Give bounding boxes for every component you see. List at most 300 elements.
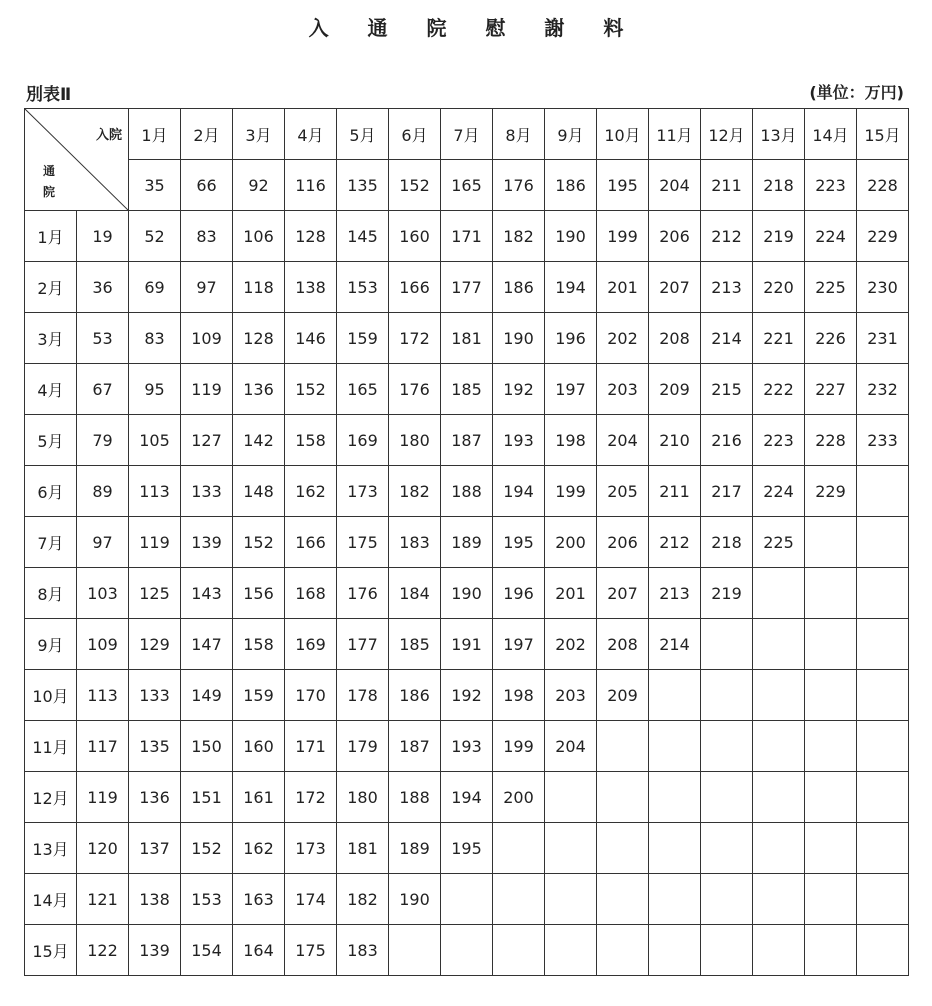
table-cell: 173 (285, 823, 337, 874)
table-cell (753, 721, 805, 772)
table-cell: 177 (441, 262, 493, 313)
table-cell: 195 (493, 517, 545, 568)
table-row (25, 415, 909, 466)
table-cell: 133 (129, 670, 181, 721)
table-cell: 158 (233, 619, 285, 670)
table-cell: 119 (129, 517, 181, 568)
table-cell: 196 (545, 313, 597, 364)
inpatient-month-header: 15月 (857, 109, 909, 160)
table-cell (753, 772, 805, 823)
table-cell: 159 (233, 670, 285, 721)
table-row (25, 364, 909, 415)
table-cell: 197 (493, 619, 545, 670)
table-cell (649, 823, 701, 874)
inpatient-only-value: 176 (493, 160, 545, 211)
table-cell: 156 (233, 568, 285, 619)
table-row (25, 772, 909, 823)
table-cell (857, 721, 909, 772)
table-cell (805, 925, 857, 976)
inpatient-only-value: 223 (805, 160, 857, 211)
outpatient-only-value: 97 (77, 517, 129, 568)
table-cell: 229 (805, 466, 857, 517)
table-cell (493, 874, 545, 925)
table-row (25, 466, 909, 517)
table-cell: 212 (701, 211, 753, 262)
table-cell (857, 670, 909, 721)
inpatient-month-header: 6月 (389, 109, 441, 160)
outpatient-month-header: 13月 (25, 823, 77, 874)
table-cell: 171 (441, 211, 493, 262)
table-cell: 190 (545, 211, 597, 262)
table-cell (805, 874, 857, 925)
table-cell: 179 (337, 721, 389, 772)
table-cell (805, 517, 857, 568)
table-cell: 216 (701, 415, 753, 466)
table-cell: 142 (233, 415, 285, 466)
inpatient-only-value: 218 (753, 160, 805, 211)
table-cell (545, 772, 597, 823)
table-cell (597, 823, 649, 874)
table-cell: 168 (285, 568, 337, 619)
table-cell: 192 (441, 670, 493, 721)
table-cell: 177 (337, 619, 389, 670)
table-cell: 194 (441, 772, 493, 823)
table-cell (649, 721, 701, 772)
table-row (25, 925, 909, 976)
table-cell: 184 (389, 568, 441, 619)
outpatient-month-header: 7月 (25, 517, 77, 568)
table-cell: 211 (649, 466, 701, 517)
table-cell (701, 721, 753, 772)
table-cell (597, 772, 649, 823)
table-cell: 198 (545, 415, 597, 466)
table-cell: 227 (805, 364, 857, 415)
table-body (25, 109, 909, 976)
table-row (25, 874, 909, 925)
inpatient-only-value: 92 (233, 160, 285, 211)
table-cell: 139 (129, 925, 181, 976)
table-cell (857, 874, 909, 925)
table-cell: 206 (649, 211, 701, 262)
table-cell: 160 (233, 721, 285, 772)
table-cell: 212 (649, 517, 701, 568)
compensation-table (24, 108, 909, 976)
table-cell: 225 (753, 517, 805, 568)
table-cell: 129 (129, 619, 181, 670)
table-cell (805, 772, 857, 823)
outpatient-only-value: 120 (77, 823, 129, 874)
table-row (25, 721, 909, 772)
table-cell: 193 (441, 721, 493, 772)
table-cell: 171 (285, 721, 337, 772)
outpatient-only-value: 121 (77, 874, 129, 925)
table-cell: 198 (493, 670, 545, 721)
table-cell (857, 517, 909, 568)
outpatient-only-value: 119 (77, 772, 129, 823)
inpatient-month-header: 9月 (545, 109, 597, 160)
table-cell: 153 (181, 874, 233, 925)
table-cell: 204 (597, 415, 649, 466)
table-cell: 183 (337, 925, 389, 976)
table-cell: 146 (285, 313, 337, 364)
table-cell: 225 (805, 262, 857, 313)
table-cell: 202 (597, 313, 649, 364)
table-cell: 207 (649, 262, 701, 313)
table-cell (701, 670, 753, 721)
outpatient-only-value: 122 (77, 925, 129, 976)
table-cell: 215 (701, 364, 753, 415)
outpatient-month-header: 9月 (25, 619, 77, 670)
table-cell: 210 (649, 415, 701, 466)
table-cell: 200 (493, 772, 545, 823)
outpatient-axis-label (41, 161, 57, 203)
table-cell: 109 (181, 313, 233, 364)
outpatient-only-value: 36 (77, 262, 129, 313)
inpatient-month-header: 11月 (649, 109, 701, 160)
outpatient-month-header: 8月 (25, 568, 77, 619)
table-cell (597, 925, 649, 976)
inpatient-only-value: 66 (181, 160, 233, 211)
inpatient-month-header: 14月 (805, 109, 857, 160)
table-row (25, 262, 909, 313)
table-row (25, 517, 909, 568)
outpatient-only-value: 109 (77, 619, 129, 670)
table-cell: 232 (857, 364, 909, 415)
table-cell: 182 (389, 466, 441, 517)
table-row (25, 568, 909, 619)
table-cell: 219 (753, 211, 805, 262)
table-cell (649, 874, 701, 925)
table-cell: 187 (389, 721, 441, 772)
table-cell: 188 (389, 772, 441, 823)
table-cell: 220 (753, 262, 805, 313)
table-cell: 174 (285, 874, 337, 925)
table-cell: 230 (857, 262, 909, 313)
table-row (25, 619, 909, 670)
table-cell (701, 874, 753, 925)
table-cell (545, 823, 597, 874)
table-cell: 199 (597, 211, 649, 262)
table-cell: 209 (597, 670, 649, 721)
table-cell: 127 (181, 415, 233, 466)
table-cell (493, 823, 545, 874)
table-cell: 214 (649, 619, 701, 670)
table-cell: 196 (493, 568, 545, 619)
table-cell: 181 (441, 313, 493, 364)
table-cell: 149 (181, 670, 233, 721)
table-cell: 173 (337, 466, 389, 517)
table-cell: 186 (389, 670, 441, 721)
table-cell: 209 (649, 364, 701, 415)
inpatient-month-header: 12月 (701, 109, 753, 160)
table-cell (753, 568, 805, 619)
outpatient-month-header: 15月 (25, 925, 77, 976)
table-cell: 95 (129, 364, 181, 415)
table-cell: 195 (441, 823, 493, 874)
table-cell: 182 (337, 874, 389, 925)
inpatient-month-header: 13月 (753, 109, 805, 160)
table-cell (545, 925, 597, 976)
table-cell: 178 (337, 670, 389, 721)
table-cell: 200 (545, 517, 597, 568)
table-cell: 204 (545, 721, 597, 772)
table-cell: 163 (233, 874, 285, 925)
outpatient-only-value: 103 (77, 568, 129, 619)
table-cell: 164 (233, 925, 285, 976)
inpatient-only-value: 152 (389, 160, 441, 211)
table-cell: 218 (701, 517, 753, 568)
table-cell: 189 (441, 517, 493, 568)
table-cell: 189 (389, 823, 441, 874)
inpatient-axis-label: 入院 (95, 128, 122, 143)
unit-label: (単位：万円) (809, 83, 904, 102)
table-cell: 202 (545, 619, 597, 670)
outpatient-only-value: 79 (77, 415, 129, 466)
table-cell: 214 (701, 313, 753, 364)
table-cell: 159 (337, 313, 389, 364)
table-cell: 203 (597, 364, 649, 415)
table-cell: 83 (181, 211, 233, 262)
table-cell (753, 619, 805, 670)
inpatient-only-value: 228 (857, 160, 909, 211)
table-cell (753, 823, 805, 874)
table-cell (597, 721, 649, 772)
table-cell: 147 (181, 619, 233, 670)
table-cell: 191 (441, 619, 493, 670)
table-cell (649, 925, 701, 976)
table-cell: 154 (181, 925, 233, 976)
table-cell: 188 (441, 466, 493, 517)
table-cell: 228 (805, 415, 857, 466)
table-cell: 138 (129, 874, 181, 925)
outpatient-month-header: 14月 (25, 874, 77, 925)
table-cell (597, 874, 649, 925)
table-cell: 233 (857, 415, 909, 466)
table-cell (753, 925, 805, 976)
table-cell: 190 (493, 313, 545, 364)
table-cell: 190 (389, 874, 441, 925)
inpatient-month-header: 8月 (493, 109, 545, 160)
table-cell (805, 670, 857, 721)
table-cell: 97 (181, 262, 233, 313)
table-cell: 138 (285, 262, 337, 313)
table-cell (649, 670, 701, 721)
table-cell: 150 (181, 721, 233, 772)
outpatient-only-value: 89 (77, 466, 129, 517)
inpatient-month-header: 1月 (129, 109, 181, 160)
outpatient-month-header: 4月 (25, 364, 77, 415)
table-cell: 194 (493, 466, 545, 517)
table-cell: 199 (493, 721, 545, 772)
table-cell: 192 (493, 364, 545, 415)
table-cell (805, 823, 857, 874)
table-cell: 166 (389, 262, 441, 313)
inpatient-only-value: 195 (597, 160, 649, 211)
table-cell: 217 (701, 466, 753, 517)
table-cell: 162 (233, 823, 285, 874)
table-cell: 201 (545, 568, 597, 619)
table-cell: 197 (545, 364, 597, 415)
table-cell: 185 (389, 619, 441, 670)
table-cell: 161 (233, 772, 285, 823)
table-cell (701, 619, 753, 670)
outpatient-month-header: 10月 (25, 670, 77, 721)
table-cell: 136 (233, 364, 285, 415)
table-row (25, 823, 909, 874)
table-cell: 175 (337, 517, 389, 568)
inpatient-only-value: 135 (337, 160, 389, 211)
inpatient-only-value: 35 (129, 160, 181, 211)
table-cell: 151 (181, 772, 233, 823)
table-row (25, 313, 909, 364)
table-cell: 176 (389, 364, 441, 415)
table-cell: 143 (181, 568, 233, 619)
table-cell: 133 (181, 466, 233, 517)
page-title: 入 通 院 慰 謝 料 (308, 16, 640, 40)
inpatient-only-value: 165 (441, 160, 493, 211)
table-cell: 201 (597, 262, 649, 313)
table-cell: 223 (753, 415, 805, 466)
outpatient-only-value: 19 (77, 211, 129, 262)
table-cell: 69 (129, 262, 181, 313)
table-cell: 175 (285, 925, 337, 976)
table-cell (805, 619, 857, 670)
table-cell: 170 (285, 670, 337, 721)
table-cell (701, 772, 753, 823)
table-cell: 83 (129, 313, 181, 364)
table-cell: 213 (649, 568, 701, 619)
outpatient-month-header: 5月 (25, 415, 77, 466)
table-cell: 52 (129, 211, 181, 262)
table-cell (805, 721, 857, 772)
table-cell: 145 (337, 211, 389, 262)
table-cell: 226 (805, 313, 857, 364)
table-cell (805, 568, 857, 619)
table-cell: 193 (493, 415, 545, 466)
table-cell: 172 (285, 772, 337, 823)
table-cell: 224 (753, 466, 805, 517)
table-cell: 160 (389, 211, 441, 262)
table-cell: 207 (597, 568, 649, 619)
outpatient-only-value: 117 (77, 721, 129, 772)
table-cell: 208 (649, 313, 701, 364)
inpatient-only-value: 211 (701, 160, 753, 211)
table-cell: 172 (389, 313, 441, 364)
inpatient-month-header: 10月 (597, 109, 649, 160)
table-cell: 224 (805, 211, 857, 262)
table-cell (545, 874, 597, 925)
table-cell (493, 925, 545, 976)
outpatient-month-header: 12月 (25, 772, 77, 823)
table-cell: 219 (701, 568, 753, 619)
table-cell (753, 670, 805, 721)
table-cell (701, 925, 753, 976)
outpatient-month-header: 1月 (25, 211, 77, 262)
table-cell: 206 (597, 517, 649, 568)
table-cell: 106 (233, 211, 285, 262)
table-cell: 118 (233, 262, 285, 313)
outpatient-month-header: 6月 (25, 466, 77, 517)
table-cell: 162 (285, 466, 337, 517)
inpatient-month-header: 7月 (441, 109, 493, 160)
table-cell: 194 (545, 262, 597, 313)
table-cell (857, 619, 909, 670)
table-cell: 187 (441, 415, 493, 466)
table-cell: 231 (857, 313, 909, 364)
table-cell: 182 (493, 211, 545, 262)
table-cell: 105 (129, 415, 181, 466)
table-cell: 190 (441, 568, 493, 619)
inpatient-only-value: 116 (285, 160, 337, 211)
inpatient-only-value: 204 (649, 160, 701, 211)
table-cell (701, 823, 753, 874)
table-cell: 183 (389, 517, 441, 568)
table-cell: 166 (285, 517, 337, 568)
table-label: 別表Ⅱ (26, 85, 72, 105)
outpatient-only-value: 67 (77, 364, 129, 415)
table-cell: 221 (753, 313, 805, 364)
outpatient-axis-label-bottom: 院 (42, 185, 55, 199)
table-cell: 128 (285, 211, 337, 262)
table-cell (857, 925, 909, 976)
table-cell: 139 (181, 517, 233, 568)
table-cell: 203 (545, 670, 597, 721)
inpatient-month-header: 4月 (285, 109, 337, 160)
table-cell: 180 (389, 415, 441, 466)
table-cell: 152 (181, 823, 233, 874)
table-cell: 136 (129, 772, 181, 823)
outpatient-axis-label-top: 通 (42, 164, 55, 178)
table-cell: 181 (337, 823, 389, 874)
table-cell: 137 (129, 823, 181, 874)
table-cell: 229 (857, 211, 909, 262)
table-cell: 185 (441, 364, 493, 415)
table-cell (857, 823, 909, 874)
table-cell (441, 925, 493, 976)
table-cell: 125 (129, 568, 181, 619)
outpatient-month-header: 2月 (25, 262, 77, 313)
inpatient-month-header: 3月 (233, 109, 285, 160)
table-cell: 186 (493, 262, 545, 313)
table-cell: 176 (337, 568, 389, 619)
table-cell: 135 (129, 721, 181, 772)
table-cell: 148 (233, 466, 285, 517)
table-cell (389, 925, 441, 976)
table-cell: 199 (545, 466, 597, 517)
table-cell: 113 (129, 466, 181, 517)
header-row-months (25, 109, 909, 160)
table-cell: 153 (337, 262, 389, 313)
table-cell: 213 (701, 262, 753, 313)
outpatient-month-header: 3月 (25, 313, 77, 364)
corner-header (25, 109, 129, 211)
inpatient-month-header: 5月 (337, 109, 389, 160)
header-row-inpatient-base (25, 160, 909, 211)
table-cell (649, 772, 701, 823)
table-cell: 180 (337, 772, 389, 823)
table-cell: 152 (285, 364, 337, 415)
table-cell (753, 874, 805, 925)
inpatient-only-value: 186 (545, 160, 597, 211)
outpatient-only-value: 53 (77, 313, 129, 364)
table-cell: 205 (597, 466, 649, 517)
table-cell: 128 (233, 313, 285, 364)
table-cell (857, 772, 909, 823)
table-cell: 165 (337, 364, 389, 415)
table-cell: 169 (285, 619, 337, 670)
table-cell: 208 (597, 619, 649, 670)
table-cell: 222 (753, 364, 805, 415)
